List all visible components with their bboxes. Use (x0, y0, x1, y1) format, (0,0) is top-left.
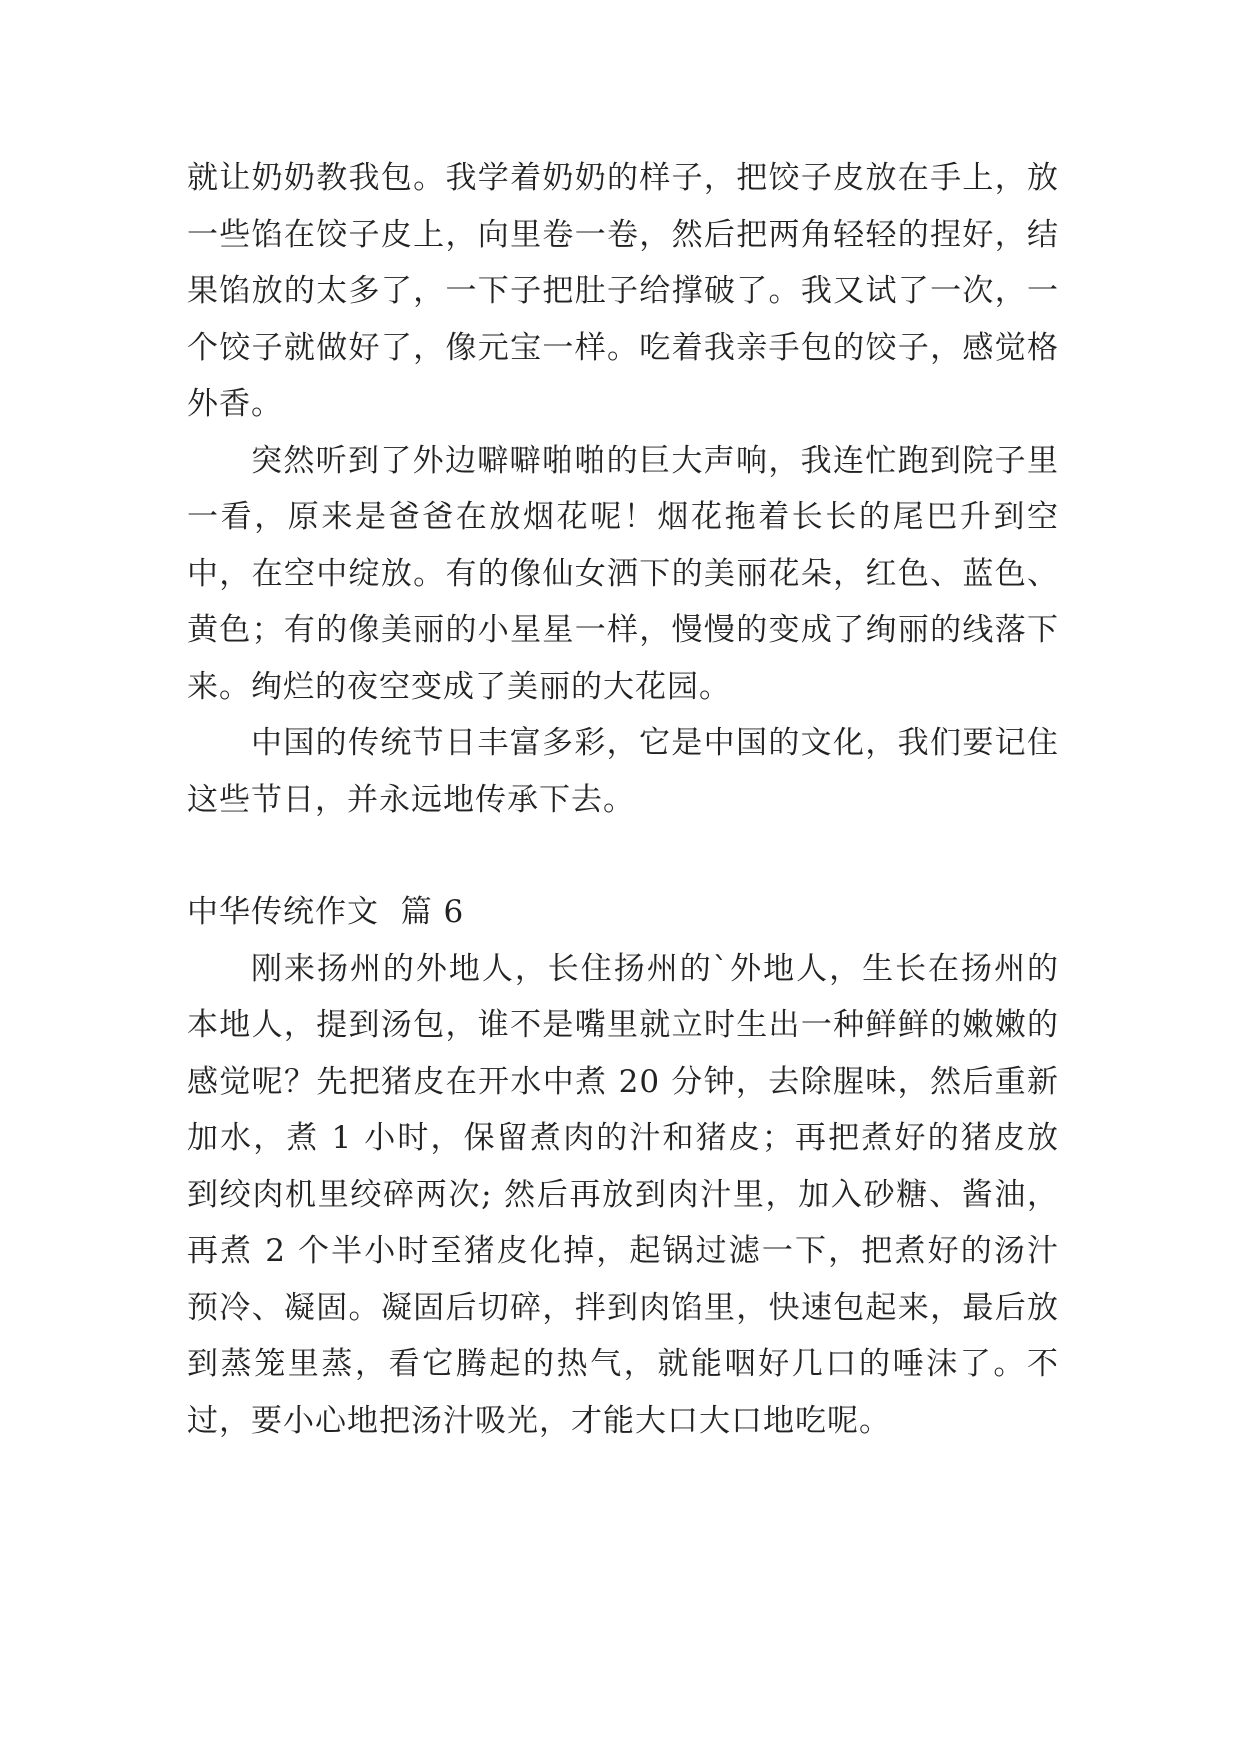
paragraph-conclusion: 中国的传统节日丰富多彩，它是中国的文化，我们要记住这些节日，并永远地传承下去。 (187, 725, 1059, 818)
section-heading: 中华传统作文 篇 6 (187, 894, 465, 930)
paragraph-continuation: 就让奶奶教我包。我学着奶奶的样子，把饺子皮放在手上，放一些馅在饺子皮上，向里卷一卷，然后把两角轻轻的捏好，结果馅放的太多了，一下子把肚子给撑破了。我又试了一次，一个饺子就做好了，像元宝一样。吃着我亲手包的饺子，感觉格外香。 (187, 160, 1059, 422)
document-page (187, 150, 1059, 1449)
paragraph-tangbao: 刚来扬州的外地人，长住扬州的`外地人，生长在扬州的本地人，提到汤包，谁不是嘴里就立时生出一种鲜鲜的嫩嫩的感觉呢？先把猪皮在开水中煮 20 分钟，去除腥味，然后重新加水，煮 1 小时，保留煮肉的汁和猪皮；再把煮好的猪皮放到绞肉机里绞碎两次; 然后再放到肉汁里，加入砂糖、酱油，再煮 2 个半小时至猪皮化掉，起锅过滤一下，把煮好的汤汁预冷、凝固。凝固后切碎，拌到肉馅里，快速包起来，最后放到蒸笼里蒸，看它腾起的热气，就能咽好几口的唾沫了。不过，要小心地把汤汁吸光，才能大口大口地吃呢。 (187, 950, 1059, 1439)
paragraph-fireworks: 突然听到了外边噼噼啪啪的巨大声响，我连忙跑到院子里一看，原来是爸爸在放烟花呢！烟花拖着长长的尾巴升到空中，在空中绽放。有的像仙女洒下的美丽花朵，红色、蓝色、黄色；有的像美丽的小星星一样，慢慢的变成了绚丽的线落下来。绚烂的夜空变成了美丽的大花园。 (187, 442, 1059, 705)
